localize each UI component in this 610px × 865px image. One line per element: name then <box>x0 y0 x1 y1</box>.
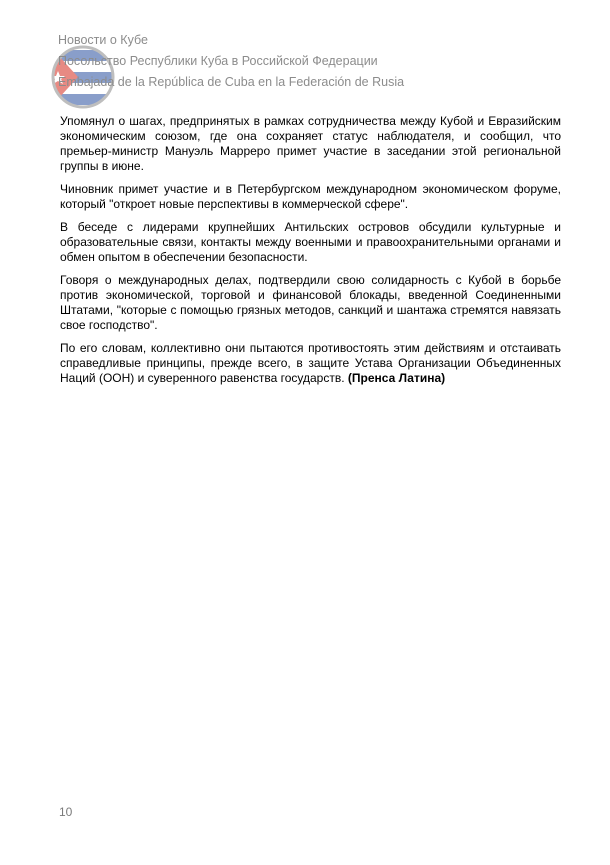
paragraph: В беседе с лидерами крупнейших Антильских островов обсудили культурные и образовательные связи, контакты между военными и правоохранительными органами и обмен опытом в обеспечении безопасности. <box>60 220 561 264</box>
paragraph-with-cursor <box>60 182 561 212</box>
page-number: 10 <box>59 805 73 819</box>
source-attribution: (Пренса Латина) <box>347 371 446 385</box>
paragraph-last <box>60 341 561 386</box>
paragraph: Говоря о международных делах, подтвердили свою солидарность с Кубой в борьбе против экономической, торговой и финансовой блокады, введенной Соединенными Штатами, "которые с помощью грязных методов, санкций и шантажа стремятся навязать свое господство". <box>60 273 561 332</box>
article-body <box>60 114 561 394</box>
paragraph: Чиновник примет участие и в Петербургском международном экономическом форуме, который "откроет новые перспективы в коммерческой сфере". <box>60 182 561 211</box>
header-embassy-ru: Посольство Республики Куба в Российской Федерации <box>58 54 378 68</box>
header-embassy-es: Embajada de la República de Cuba en la Federación de Rusia <box>58 75 405 89</box>
header-title: Новости о Кубе <box>58 33 148 47</box>
paragraph: По его словам, коллективно они пытаются противостоять этим действиям и отстаивать справедливые принципы, прежде всего, в защите Устава Организации Объединенных Наций (ООН) и суверенного равенства государств. <box>60 341 561 385</box>
page-header <box>58 30 558 100</box>
paragraph: Упомянул о шагах, предпринятых в рамках сотрудничества между Кубой и Евразийским экономическим союзом, где она сохраняет статус наблюдателя, и сообщил, что премьер-министр Мануэль Марреро примет участие в заседании этой региональной группы в июне. <box>60 114 561 173</box>
